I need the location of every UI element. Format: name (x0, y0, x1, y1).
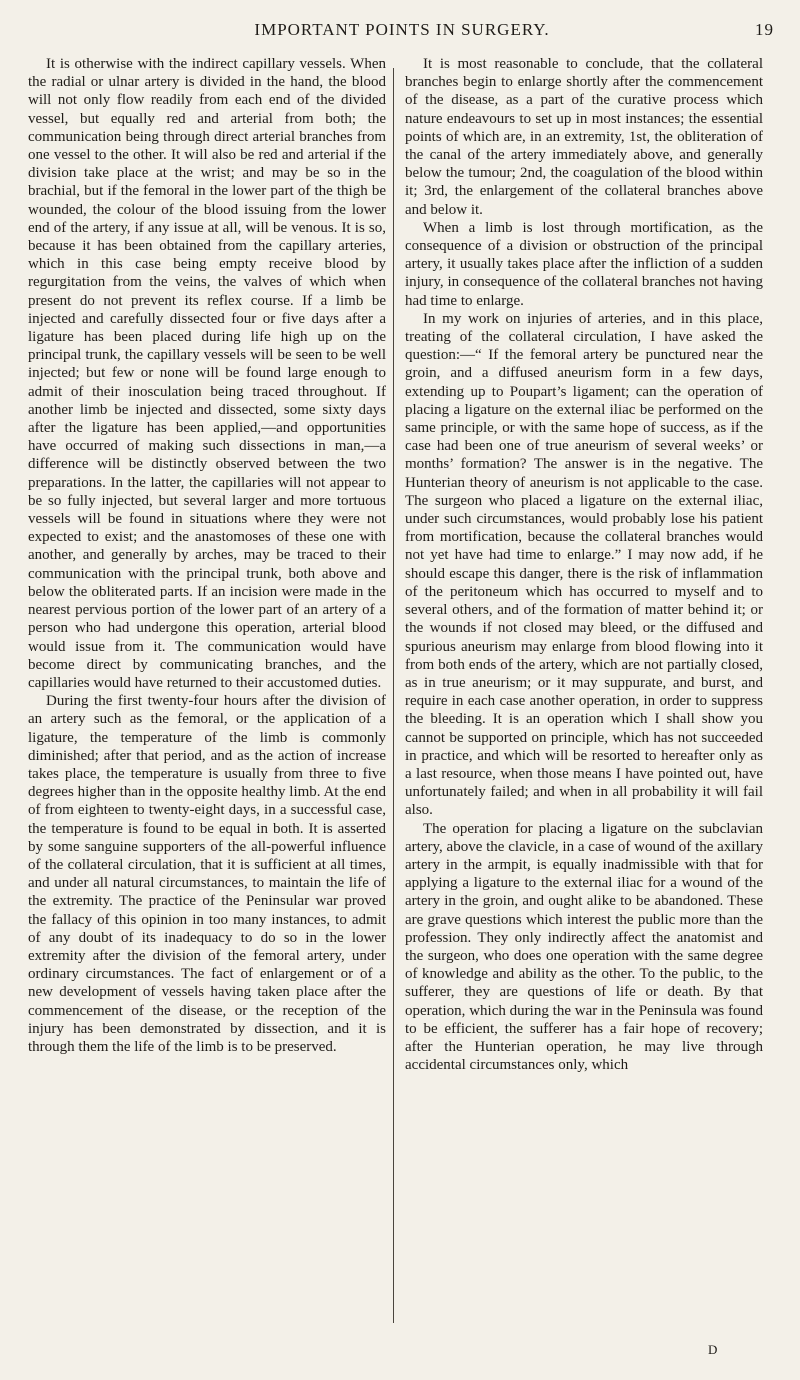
right-paragraph-1: It is most reasonable to conclude, that the collateral branches begin to enlarge shortly after the commencement of the disease, as a part of the curative process which nature endeavours to set up in most instances; the essential points of which are, in an extremity, 1st, the obliteration of the canal of the artery immediately above, and generally below the tumour; 2nd, the coagulation of the blood within it; 3rd, the enlargement of the collateral branches above and below it. (405, 56, 763, 218)
page-number: 19 (755, 20, 774, 39)
left-paragraph-2: During the first twenty-four hours after the division of an artery such as the femoral, or the application of a ligature, the temperature of the limb is commonly diminished; after that period, and as the action of increase takes place, the temperature is usually from three to five degrees higher than in the opposite healthy limb. At the end of from eighteen to twenty-eight days, in a successful case, the temperature is found to be equal in both. It is asserted by some sanguine supporters of the all-powerful influence of the collateral circulation, that it is sufficient at all times, and under all natural circumstances, to maintain the life of the extremity. The practice of the Peninsular war proved the fallacy of this opinion in too many instances, to admit of any doubt of its inadequacy to do so in the lower extremity after the division of the femoral artery, under ordinary circumstances. The fact of enlargement or of a new development of vessels having taken place after the commencement of the disease, or the reception of the injury has been demonstrated by dissection, and it is through them the life of the limb is to be preserved. (28, 693, 386, 1055)
right-paragraph-3: In my work on injuries of arteries, and in this place, treating of the collateral circulation, I have asked the question:—“ If the femoral artery be punctured near the groin, and a diffused aneurism form in a few days, extending up to Poupart’s ligament; can the operation of placing a ligature on the external iliac be performed on the same principle, or with the same hope of success, as if the case had been one of true aneurism of several weeks’ or months’ formation? The answer is in the negative. The Hunterian theory of aneurism is not applicable to the case. The surgeon who placed a ligature on the external iliac, under such circumstances, would probably lose his patient from mortification, because the collateral branches would not yet have had time to enlarge.” I may now add, if he should escape this danger, there is the risk of inflammation of the peritoneum which has occurred to myself and to several others, and of the formation of matter behind it; or the wounds if not closed may bleed, or the diffused and spurious aneurism may enlarge from blood flowing into it from both ends of the artery, which are not partially closed, as in true aneurism; or it may suppurate, and burst, and require in each case another operation, in order to suppress the bleeding. It is an operation which I shall show you cannot be supported on principle, which has not succeeded in practice, and which will be resorted to hereafter only as a last resource, when those means I have pointed out, have unfortunately failed; and when in all probability it will fail also. (405, 310, 763, 819)
right-paragraph-4: The operation for placing a ligature on the subclavian artery, above the clavicle, in a case of wound of the axillary artery in the armpit, is equally inadmissible with that for applying a ligature to the external iliac for a wound of the artery in the groin, and ought alike to be abandoned. These are grave questions which interest the public more than the profession. They only indirectly affect the anatomist and the surgeon, who does one operation with the same degree of knowledge and ability as the other. To the public, to the sufferer, they are questions of life or death. By that operation, which during the war in the Peninsula was found to be efficient, the sufferer has a fair hope of recovery; after the Hunterian operation, he may live through accidental circumstances only, which (405, 820, 763, 1074)
right-paragraph-2: When a limb is lost through mortification, as the consequence of a division or obstruction of the principal artery, it usually takes place after the infliction of a sudden injury, in consequence of the collateral branches not having had time to enlarge. (405, 219, 763, 309)
signature-mark: D (708, 1342, 718, 1357)
running-title: IMPORTANT POINTS IN SURGERY. (254, 20, 550, 39)
left-paragraph-1: It is otherwise with the indirect capillary vessels. When the radial or ulnar artery is divided in the hand, the blood will not only flow readily from each end of the divided vessel, but equally red and arterial from both; the communication being through direct arterial branches from one vessel to the other. It will also be red and arterial if the division take place at the wrist; and may be so in the brachial, but if the femoral in the lower part of the thigh be wounded, the colour of the blood issuing from the lower end of the artery, if any issue at all, will be venous. It is so, because it has been obtained from the capillary arteries, which in this case being empty receive blood by regurgitation from the veins, the valves of which when present do not prevent its reflex course. If a limb be injected and carefully dissected four or five days after a ligature has been placed during life high up on the principal trunk, the capillary vessels will be seen to be well injected; but few or none will be found large enough to admit of their inosculation being traced throughout. If another limb be injected and dissected, some sixty days after the ligature has been applied,—and opportunities have occurred of making such dissections in man,—a difference will be distinctly observed between the two preparations. In the latter, the capillaries will not appear to be so fully injected, but several larger and more tortuous vessels will be found in situations where they were not expected to exist; and the anastomoses of these one with another, and generally by arches, may be traced to their communication with the principal trunk, both above and below the obliterated parts. If an incision were made in the nearest pervious portion of the lower part of an artery of a person who had undergone this operation, arterial blood would issue from it. The communication would have become direct by communicating branches, and the capillaries would have returned to their accustomed duties. (28, 56, 386, 691)
page-header (30, 20, 774, 46)
column-divider (393, 68, 394, 1323)
right-column (405, 55, 763, 1074)
left-column (28, 55, 386, 1056)
